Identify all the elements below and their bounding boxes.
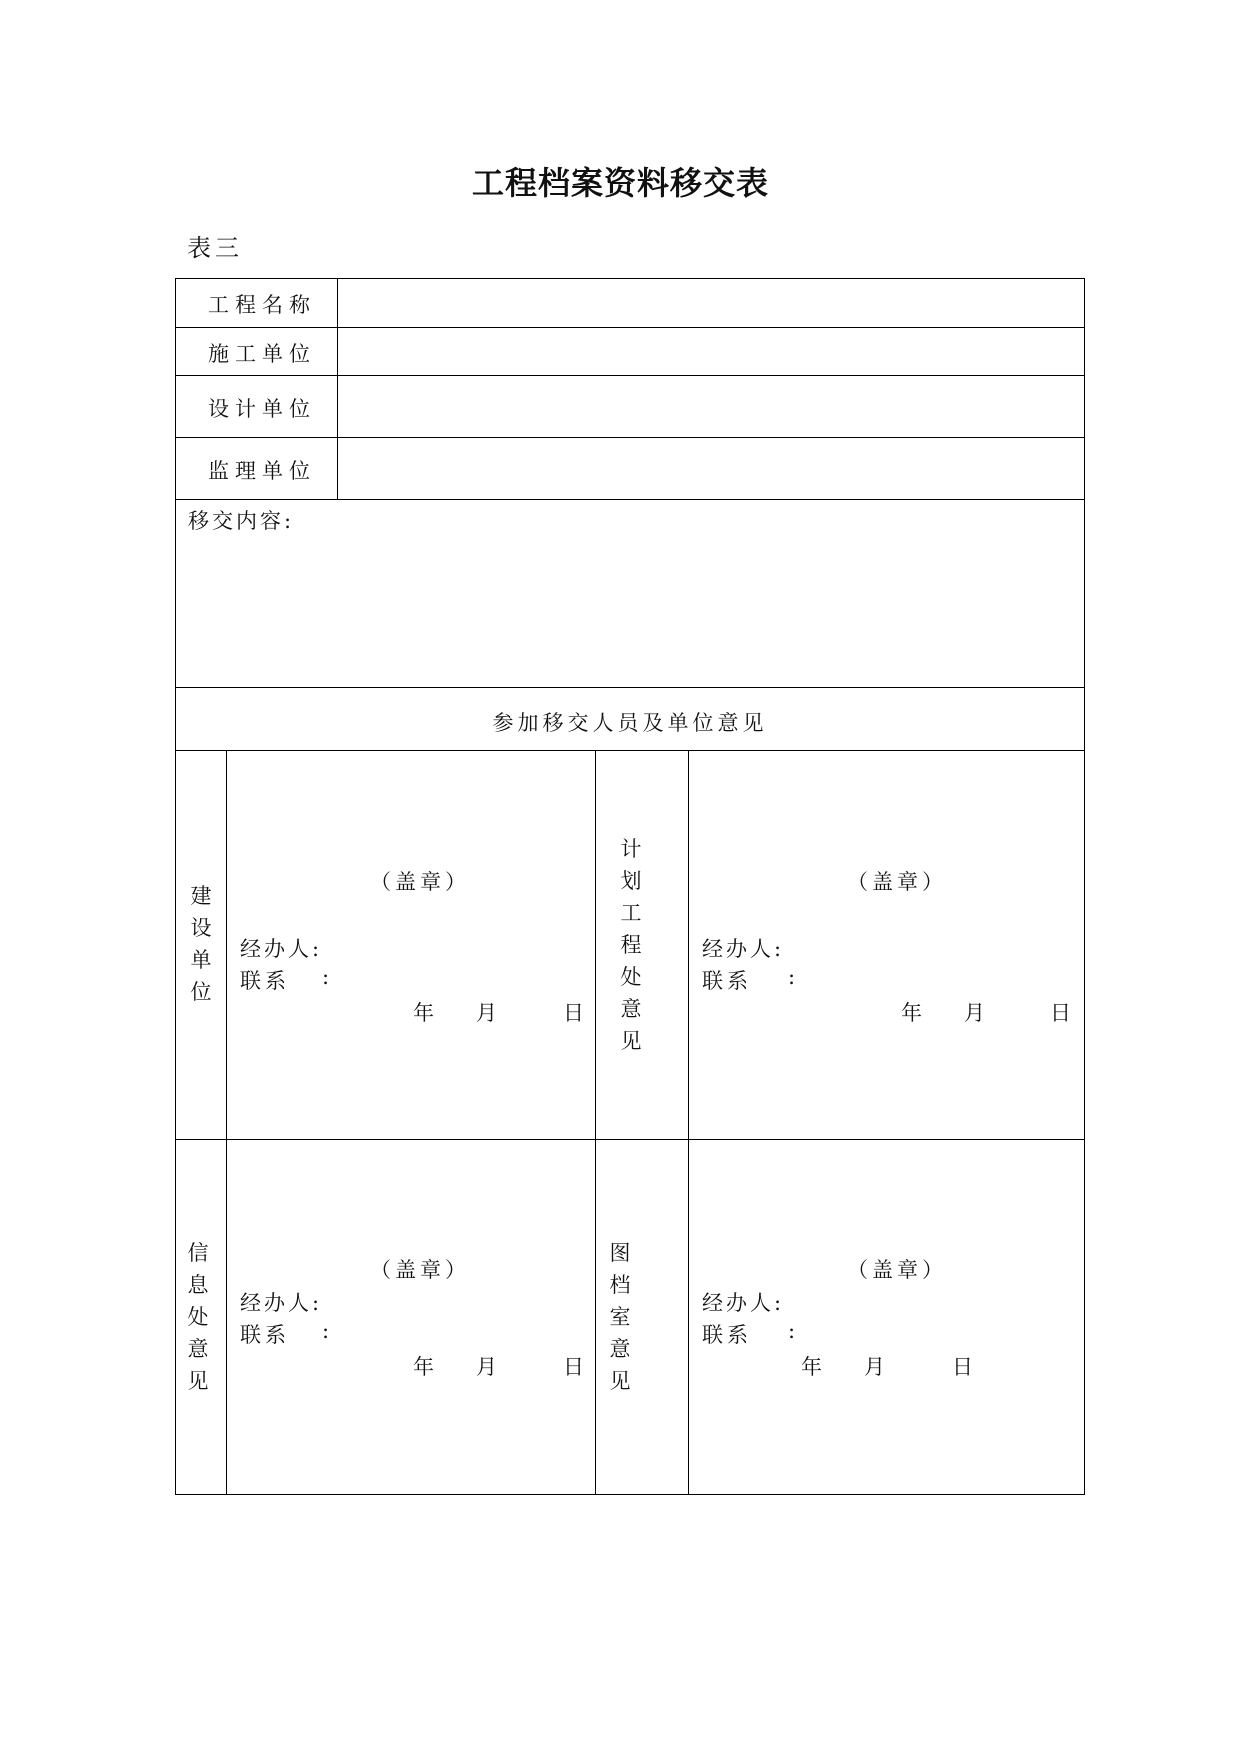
- label-char: 见: [187, 1369, 209, 1393]
- contact-label: 联系: [240, 1323, 290, 1347]
- day-label: 日: [563, 1355, 584, 1379]
- contact-colon: :: [788, 1319, 796, 1343]
- label-char: 意: [609, 1337, 631, 1361]
- year-label: 年: [413, 1355, 434, 1379]
- section-label-archives: [596, 1237, 644, 1397]
- section-label-planning: [596, 833, 666, 1057]
- month-label: 月: [476, 1355, 497, 1379]
- grid-line: [1084, 278, 1085, 1495]
- label-char: 设: [190, 916, 212, 940]
- label-char: 位: [190, 980, 212, 1004]
- design-unit-field[interactable]: [340, 378, 1080, 435]
- construction-unit-field[interactable]: [340, 330, 1080, 373]
- handler-label: 经办人:: [702, 937, 785, 961]
- month-label: 月: [476, 1001, 497, 1025]
- grid-line: [175, 1494, 1085, 1495]
- section-label-information: [176, 1237, 220, 1397]
- label-char: 见: [609, 1369, 631, 1393]
- supervision-unit-label: 监理单位: [208, 459, 316, 483]
- contact-colon: :: [322, 965, 330, 989]
- grid-line: [175, 750, 1085, 751]
- contact-colon: :: [322, 1319, 330, 1343]
- grid-line: [175, 327, 1085, 328]
- year-label: 年: [413, 1001, 434, 1025]
- seal-text: （盖章）: [847, 1258, 947, 1282]
- construction-unit-label: 施工单位: [208, 342, 316, 366]
- label-char: 档: [609, 1273, 631, 1297]
- handler-label: 经办人:: [240, 1291, 323, 1315]
- participants-header: 参加移交人员及单位意见: [492, 711, 768, 735]
- label-char: 处: [187, 1305, 209, 1329]
- handler-label: 经办人:: [702, 1291, 785, 1315]
- contact-label: 联系: [240, 969, 290, 993]
- handler-label: 经办人:: [240, 937, 323, 961]
- contact-label: 联系: [702, 969, 752, 993]
- transfer-content-label: 移交内容:: [188, 509, 295, 533]
- contact-colon: :: [788, 965, 796, 989]
- year-label: 年: [801, 1355, 822, 1379]
- label-char: 见: [620, 1029, 642, 1053]
- label-char: 意: [620, 997, 642, 1021]
- project-name-label: 工程名称: [208, 293, 316, 317]
- day-label: 日: [563, 1001, 584, 1025]
- supervision-unit-field[interactable]: [340, 440, 1080, 497]
- grid-line: [337, 278, 338, 500]
- year-label: 年: [901, 1001, 922, 1025]
- seal-text: （盖章）: [370, 1258, 470, 1282]
- label-char: 信: [187, 1241, 209, 1265]
- seal-text: （盖章）: [847, 870, 947, 894]
- label-char: 息: [187, 1273, 209, 1297]
- grid-line: [175, 437, 1085, 438]
- label-char: 意: [187, 1337, 209, 1361]
- grid-line: [175, 375, 1085, 376]
- design-unit-label: 设计单位: [208, 397, 316, 421]
- grid-line: [175, 278, 1085, 279]
- grid-line: [226, 750, 227, 1495]
- day-label: 日: [952, 1355, 973, 1379]
- grid-line: [175, 499, 1085, 500]
- label-char: 建: [190, 884, 212, 908]
- contact-label: 联系: [702, 1323, 752, 1347]
- grid-line: [175, 1139, 1085, 1140]
- label-char: 室: [609, 1305, 631, 1329]
- label-char: 单: [190, 948, 212, 972]
- section-label-construction: [176, 880, 226, 1008]
- label-char: 处: [620, 965, 642, 989]
- day-label: 日: [1050, 1001, 1071, 1025]
- transfer-content-field[interactable]: [180, 535, 1080, 683]
- project-name-field[interactable]: [340, 281, 1080, 325]
- month-label: 月: [864, 1355, 885, 1379]
- label-char: 计: [620, 837, 642, 861]
- page-title: 工程档案资料移交表: [471, 164, 769, 202]
- table-number: 表三: [187, 234, 243, 262]
- label-char: 划: [620, 869, 642, 893]
- grid-line: [688, 750, 689, 1495]
- label-char: 图: [609, 1241, 631, 1265]
- month-label: 月: [964, 1001, 985, 1025]
- label-char: 工: [620, 901, 642, 925]
- grid-line: [175, 687, 1085, 688]
- label-char: 程: [620, 933, 642, 957]
- seal-text: （盖章）: [370, 870, 470, 894]
